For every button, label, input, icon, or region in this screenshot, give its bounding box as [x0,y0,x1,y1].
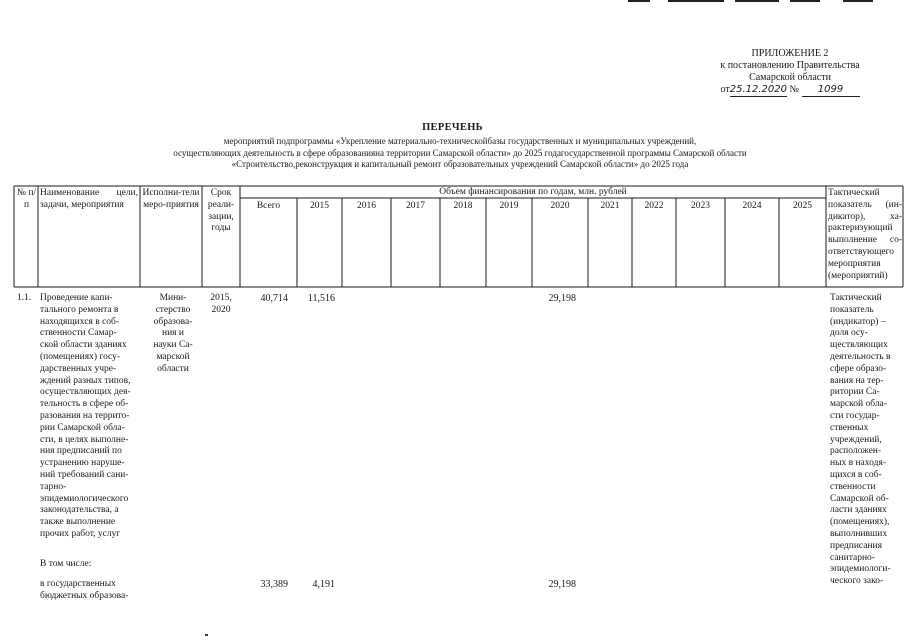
row-executor [143,293,203,376]
header-number: № п/п [16,188,37,210]
row-name-line: ждений разных типов, [40,375,131,386]
row-executor-line: стерство [155,304,191,315]
row-2020: 29,198 [548,293,576,304]
row-number: 1.1. [17,293,32,303]
row-2020: 29,198 [548,579,576,590]
row-term [203,293,239,317]
header-year: 2018 [453,201,473,211]
row-name-line: осуществляющих дея- [40,387,131,398]
row-indicator-line: эпидемиологи- [830,564,891,575]
row-indicator-line: ных в находя- [830,458,886,469]
document-title: ПЕРЕЧЕНЬ [422,122,483,133]
row-executor-line: науки Са- [153,340,193,351]
header-year: 2016 [357,201,376,211]
handwritten-number: 1099 [802,84,860,97]
row-indicator-line: Самарской об- [830,493,889,504]
row-total: 33,389 [260,579,288,590]
row-name-line: ния предписаний по [40,446,122,457]
scan-artifact [843,0,873,2]
row-name-line: ской области зданиях [40,340,127,351]
appendix-title: ПРИЛОЖЕНИЕ 2 [751,48,829,59]
header-year: 2021 [600,201,620,211]
row-indicator-line: расположен- [830,446,882,457]
row-total: 40,714 [260,293,288,304]
row-indicator-line: ритории Са- [830,387,880,398]
subheading-including: В том числе: [40,559,92,569]
appendix-resolution: к постановлению Правительства [720,60,860,71]
row-indicator-line: щихся в соб- [830,469,882,480]
appendix-block [700,48,880,97]
row-indicator [830,293,902,588]
row-name-line: устранению наруше- [40,458,125,469]
row-indicator-line: учреждений, [830,434,882,445]
row-name-line: также выполнение [40,517,116,528]
header-funding: Объем финансирования по годам, млн. рублей [439,187,627,197]
header-year: 2017 [406,201,425,211]
row-2015: 4,191 [312,579,335,590]
scan-artifact [628,0,650,2]
document-subtitle [90,136,830,171]
header-year: 2020 [550,201,570,211]
row-2015: 11,516 [307,293,335,304]
header-year: 2023 [691,201,710,211]
row-indicator-line: сти государ- [830,410,880,421]
row-indicator-line: ственных [830,422,869,433]
subtitle-line: мероприятий подпрограммы «Укрепление материально-техническойбазы государственных и муниципальных учреждений, [223,136,697,146]
row-indicator-line: ществляющих [830,340,888,351]
scan-artifact [735,0,779,2]
header-year: 2025 [793,201,812,211]
header-year: 2019 [499,201,519,211]
appendix-date-line [700,84,880,97]
row-name-line: сти, в целях выполне- [40,434,129,445]
handwritten-date: 25.12.2020 [729,84,787,95]
row-name-line: ний требований сани- [40,469,129,480]
row-name-line: дарственных учре- [40,363,117,374]
header-term: Срок реали-зации, годы [207,188,235,234]
row-indicator-line: выполнивших [830,528,888,539]
row-name-line: (помещениях) госу- [40,351,121,362]
scan-speck [205,634,208,636]
row-indicator-line: ласти зданиях [830,505,887,516]
scan-artifact [668,0,724,2]
row-name-line: находящихся в соб- [40,316,120,327]
row-indicator-line: предписания [830,540,883,551]
row-name-line: тарно- [40,481,67,492]
row-name-line: Проведение капи- [40,293,113,303]
row-name-line: в государственных [40,579,116,589]
row-name-line: законодательства, а [40,505,119,516]
header-name: Наименование цели, задачи, мероприятия [40,188,138,210]
row-indicator-line: (индикатор) – [830,316,886,327]
row-name-line: разования на террито- [40,410,130,421]
row-indicator-line: ственности [830,481,876,492]
header-executors: Исполни-тели меро-приятия [142,188,200,210]
row-indicator-line: вания на тер- [830,375,884,386]
row-name-line: прочих работ, услуг [40,528,121,539]
subtitle-line: осуществляющих деятельность в сфере образованияна территории Самарской области» до 2025 годагосударственной программы Самарской области [173,147,747,158]
header-year: 2022 [644,201,664,211]
row-indicator-line: ческого зако- [830,576,884,587]
row-name-line: тельность в сфере об- [40,399,129,410]
row-name-line: ственности Самар- [40,328,117,339]
row-executor-line: марской [156,351,190,362]
row-indicator-line: сфере образо- [830,363,887,374]
subtitle-line: «Строительство,реконструкция и капитальный ремонт образовательных учреждений Самарской области» до 2025 года [231,159,689,169]
row-indicator-line: Тактический [830,293,882,303]
row-indicator-line: санитарно- [830,552,875,563]
row-name-line: тального ремонта в [40,304,119,315]
row-name-line: рии Самарской обла- [40,422,125,433]
row-indicator-line: марской обла- [830,399,887,410]
header-indicator: Тактический показатель (ин-дикатор), ха-рактеризующий выполнение со-ответствующего мероприятия (мероприятий) [828,188,902,281]
row-executor-line: образова- [153,316,193,327]
row-name-line: бюджетных образова- [40,590,129,601]
scan-artifact [790,0,820,2]
row-executor-line: Мини- [159,293,187,303]
row-indicator-line: доля осу- [830,328,868,339]
row-name-line: эпидемиологического [40,493,129,504]
row-name [40,579,146,603]
row-term-line: 2015, [210,293,232,303]
header-total: Всего [256,201,281,211]
row-indicator-line: (помещениях), [830,517,890,528]
row-executor-line: области [157,363,189,374]
row-indicator-line: деятельность в [830,351,891,362]
from-prefix: от [720,84,730,95]
appendix-region: Самарской области [749,72,831,83]
row-term-line: 2020 [211,304,231,315]
row-name [40,293,146,541]
header-year: 2024 [742,201,762,211]
row-indicator-line: показатель [830,304,874,315]
row-executor-line: ния и [162,328,184,339]
header-year: 2015 [310,201,329,211]
number-prefix: № [789,84,800,95]
